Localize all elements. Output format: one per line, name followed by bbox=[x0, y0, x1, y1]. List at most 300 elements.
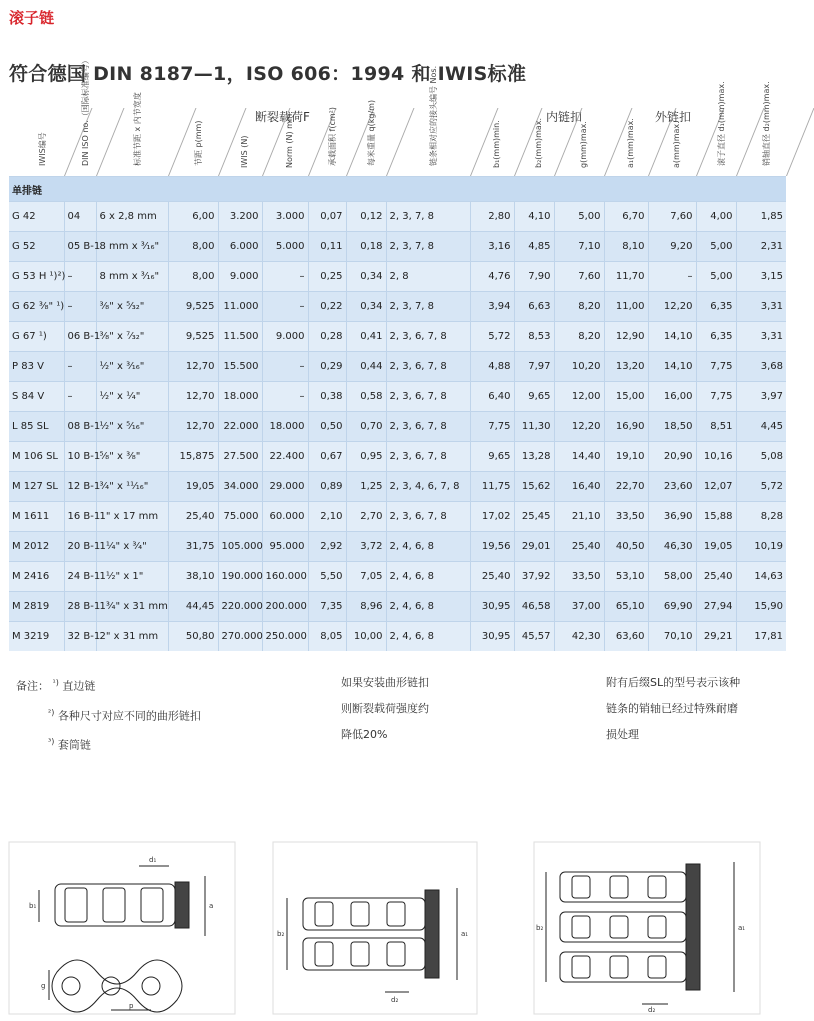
column-header bbox=[554, 108, 604, 176]
table-cell: 6,40 bbox=[470, 382, 514, 412]
table-cell: 69,90 bbox=[648, 592, 696, 622]
label-b1: b₁ bbox=[29, 902, 37, 910]
table-cell: 40,50 bbox=[604, 532, 648, 562]
table-row bbox=[9, 262, 786, 292]
table-cell: 12 B-1 bbox=[64, 472, 96, 502]
column-header-label: 链条相对应的接头编号 Nos. bbox=[429, 65, 438, 166]
table-cell: 4,76 bbox=[470, 262, 514, 292]
roller bbox=[103, 888, 125, 922]
footnote-text: 直边链 bbox=[62, 679, 96, 693]
table-cell: 28 B-1 bbox=[64, 592, 96, 622]
column-header bbox=[308, 108, 346, 176]
table-cell: 29,21 bbox=[696, 622, 736, 652]
table-cell: 11,75 bbox=[470, 472, 514, 502]
table-cell: – bbox=[262, 292, 308, 322]
footnotes bbox=[16, 670, 201, 759]
column-header bbox=[168, 108, 218, 176]
column-header-label: 节距 p(mm) bbox=[194, 120, 203, 166]
table-row bbox=[9, 412, 786, 442]
table-cell: 7,90 bbox=[514, 262, 554, 292]
table-cell: 2, 3, 6, 7, 8 bbox=[386, 502, 470, 532]
table-cell: 0,44 bbox=[346, 352, 386, 382]
table-cell: 8 mm x ³⁄₁₆" bbox=[96, 262, 168, 292]
footnote-text: 各种尺寸对应不同的曲形链扣 bbox=[57, 709, 201, 723]
table-cell: 27,94 bbox=[696, 592, 736, 622]
table-cell: 25,45 bbox=[514, 502, 554, 532]
table-cell: 29,01 bbox=[514, 532, 554, 562]
table-cell: 30,95 bbox=[470, 622, 514, 652]
table-cell: 0,38 bbox=[308, 382, 346, 412]
table-cell: 10,20 bbox=[554, 352, 604, 382]
table-cell: M 1611 bbox=[9, 502, 64, 532]
note-line: 损处理 bbox=[606, 728, 639, 741]
table-cell: 2, 3, 7, 8 bbox=[386, 202, 470, 232]
table-cell: 0,18 bbox=[346, 232, 386, 262]
table-cell: 6,35 bbox=[696, 322, 736, 352]
column-header-label: 销轴直径 d₂(mm)max. bbox=[762, 81, 771, 166]
table-cell: M 2416 bbox=[9, 562, 64, 592]
footnote-3 bbox=[16, 729, 201, 759]
table-row bbox=[9, 622, 786, 652]
outer-link-header: 外链扣 bbox=[655, 110, 692, 124]
table-row bbox=[9, 232, 786, 262]
table-cell: 19,05 bbox=[696, 532, 736, 562]
note-line: 则断裂载荷强度约 bbox=[341, 702, 429, 715]
column-header bbox=[386, 65, 470, 176]
table-cell: 30,95 bbox=[470, 592, 514, 622]
table-cell: 9,65 bbox=[514, 382, 554, 412]
table-cell: 9,20 bbox=[648, 232, 696, 262]
table-cell: 6.000 bbox=[218, 232, 262, 262]
table-cell: 7,75 bbox=[470, 412, 514, 442]
label-d2: d₂ bbox=[648, 1006, 656, 1014]
table-cell: 7,97 bbox=[514, 352, 554, 382]
table-cell: 7,35 bbox=[308, 592, 346, 622]
side-plate bbox=[686, 864, 700, 990]
inner-link-header: 内链扣 bbox=[546, 110, 583, 124]
footnote-mark: ³) bbox=[48, 737, 55, 747]
table-cell: – bbox=[64, 382, 96, 412]
label-a: a bbox=[209, 902, 214, 910]
column-header-label: g(mm)max. bbox=[579, 121, 588, 168]
table-cell: 10 B-1 bbox=[64, 442, 96, 472]
table-cell: 6,00 bbox=[168, 202, 218, 232]
table-cell: 8,53 bbox=[514, 322, 554, 352]
table-cell: 50,80 bbox=[168, 622, 218, 652]
footnote-2 bbox=[16, 700, 201, 730]
table-cell: G 52 bbox=[9, 232, 64, 262]
table-cell: 12,70 bbox=[168, 382, 218, 412]
table-cell: 42,30 bbox=[554, 622, 604, 652]
table-cell: 22.400 bbox=[262, 442, 308, 472]
breaking-load-header: 断裂载荷F bbox=[255, 110, 310, 124]
table-cell: 160.000 bbox=[262, 562, 308, 592]
table-cell: 25,40 bbox=[554, 532, 604, 562]
table-row bbox=[9, 472, 786, 502]
table-cell: 15,62 bbox=[514, 472, 554, 502]
table-cell: 29.000 bbox=[262, 472, 308, 502]
table-cell: 18.000 bbox=[262, 412, 308, 442]
table-cell: 2, 3, 6, 7, 8 bbox=[386, 352, 470, 382]
table-cell: 70,10 bbox=[648, 622, 696, 652]
table-cell: 4,45 bbox=[736, 412, 786, 442]
table-cell: 1³⁄₄" x 31 mm bbox=[96, 592, 168, 622]
label-d2: d₂ bbox=[391, 996, 399, 1004]
table-cell: ¹⁄₂" x ¹⁄₄" bbox=[96, 382, 168, 412]
roller bbox=[141, 888, 163, 922]
column-header bbox=[736, 81, 786, 176]
table-cell: ³⁄₈" x ⁷⁄₃₂" bbox=[96, 322, 168, 352]
table-cell: 4,88 bbox=[470, 352, 514, 382]
table-cell: 2" x 31 mm bbox=[96, 622, 168, 652]
table-cell: 27.500 bbox=[218, 442, 262, 472]
table-cell: 12,70 bbox=[168, 412, 218, 442]
table-cell: 5,00 bbox=[696, 232, 736, 262]
table-cell: 3,16 bbox=[470, 232, 514, 262]
table-cell: 9,525 bbox=[168, 322, 218, 352]
column-header-label: 承载面积 f(cm²) bbox=[328, 107, 337, 166]
table-cell: 3.000 bbox=[262, 202, 308, 232]
column-header bbox=[96, 92, 168, 176]
table-cell: 6 x 2,8 mm bbox=[96, 202, 168, 232]
table-cell: 8,20 bbox=[554, 292, 604, 322]
table-cell: 2, 4, 6, 8 bbox=[386, 592, 470, 622]
footnote-mark: ¹) bbox=[52, 678, 59, 687]
table-cell: 0,58 bbox=[346, 382, 386, 412]
table-row bbox=[9, 352, 786, 382]
table-cell: 60.000 bbox=[262, 502, 308, 532]
header-divider bbox=[786, 108, 814, 176]
table-cell: 19,56 bbox=[470, 532, 514, 562]
table-cell: 270.000 bbox=[218, 622, 262, 652]
table-cell: 33,50 bbox=[554, 562, 604, 592]
table-cell: 14,40 bbox=[554, 442, 604, 472]
table-cell: – bbox=[64, 262, 96, 292]
table-cell: 16 B-1 bbox=[64, 502, 96, 532]
table-cell: 250.000 bbox=[262, 622, 308, 652]
table-cell: M 3219 bbox=[9, 622, 64, 652]
table-cell: 5,50 bbox=[308, 562, 346, 592]
table-cell: 6,63 bbox=[514, 292, 554, 322]
table-cell: 11.500 bbox=[218, 322, 262, 352]
table-cell: 37,00 bbox=[554, 592, 604, 622]
table-cell: 0,95 bbox=[346, 442, 386, 472]
table-cell: ¹⁄₂" x ³⁄₁₆" bbox=[96, 352, 168, 382]
table-cell: 2, 3, 6, 7, 8 bbox=[386, 322, 470, 352]
table-cell: – bbox=[262, 382, 308, 412]
table-cell: 16,40 bbox=[554, 472, 604, 502]
table-cell: 11,30 bbox=[514, 412, 554, 442]
table-cell: 19,10 bbox=[604, 442, 648, 472]
column-header-label: b₂(mm)max. bbox=[534, 117, 543, 168]
table-cell: 0,12 bbox=[346, 202, 386, 232]
table-row bbox=[9, 292, 786, 322]
table-cell: 2,10 bbox=[308, 502, 346, 532]
table-cell: 15,875 bbox=[168, 442, 218, 472]
table-cell: 46,30 bbox=[648, 532, 696, 562]
column-header bbox=[514, 108, 554, 176]
table-cell: 16,90 bbox=[604, 412, 648, 442]
table-cell: 12,07 bbox=[696, 472, 736, 502]
table-cell: G 67 ¹) bbox=[9, 322, 64, 352]
column-header bbox=[470, 108, 514, 176]
table-cell: 2, 3, 4, 6, 7, 8 bbox=[386, 472, 470, 502]
table-cell: L 85 SL bbox=[9, 412, 64, 442]
column-header bbox=[64, 56, 96, 176]
side-plate bbox=[425, 890, 439, 978]
table-cell: 8,28 bbox=[736, 502, 786, 532]
table-cell: 6,35 bbox=[696, 292, 736, 322]
table-cell: 17,81 bbox=[736, 622, 786, 652]
table-cell: 3,15 bbox=[736, 262, 786, 292]
column-header-label: 标准节距 x 内节宽度 bbox=[133, 92, 142, 166]
table-cell: 7,60 bbox=[554, 262, 604, 292]
column-header-label: IWIS (N) bbox=[240, 135, 249, 168]
table-cell: S 84 V bbox=[9, 382, 64, 412]
table-cell: – bbox=[648, 262, 696, 292]
table-cell: 0,34 bbox=[346, 292, 386, 322]
table-cell: – bbox=[262, 352, 308, 382]
table-cell: 9.000 bbox=[262, 322, 308, 352]
table-cell: 12,90 bbox=[604, 322, 648, 352]
table-cell: 8,96 bbox=[346, 592, 386, 622]
column-header-label: 每米重量 q(kg/m) bbox=[367, 99, 376, 166]
table-cell: – bbox=[64, 292, 96, 322]
table-cell: 2,70 bbox=[346, 502, 386, 532]
note-line: 降低20% bbox=[341, 728, 388, 741]
table-cell: 0,70 bbox=[346, 412, 386, 442]
table-cell: 4,85 bbox=[514, 232, 554, 262]
table-cell: – bbox=[262, 262, 308, 292]
table-cell: 36,90 bbox=[648, 502, 696, 532]
table-cell: 0,25 bbox=[308, 262, 346, 292]
triple-strand-chain-diagram bbox=[534, 842, 760, 1014]
table-cell: 8,00 bbox=[168, 232, 218, 262]
table-cell: 75.000 bbox=[218, 502, 262, 532]
table-cell: 05 B-1 bbox=[64, 232, 96, 262]
note-line: 链条的销轴已经过特殊耐磨 bbox=[606, 702, 738, 715]
table-cell: 5,08 bbox=[736, 442, 786, 472]
column-header-label: a(mm)max. bbox=[672, 121, 681, 168]
table-cell: ³⁄₈" x ⁵⁄₃₂" bbox=[96, 292, 168, 322]
table-cell: 3,31 bbox=[736, 322, 786, 352]
table-cell: 12,20 bbox=[554, 412, 604, 442]
label-b2: b₂ bbox=[277, 930, 285, 938]
table-cell: 15,88 bbox=[696, 502, 736, 532]
single-strand-chain-diagram bbox=[9, 842, 235, 1014]
table-cell: 0,67 bbox=[308, 442, 346, 472]
table-cell: 2,80 bbox=[470, 202, 514, 232]
table-cell: 8,05 bbox=[308, 622, 346, 652]
standards-subtitle: 符合德国 DIN 8187—1，ISO 606：1994 和 IWIS标准 bbox=[9, 63, 527, 85]
table-cell: 2, 3, 6, 7, 8 bbox=[386, 412, 470, 442]
table-cell: 0,29 bbox=[308, 352, 346, 382]
table-cell: 2, 3, 6, 7, 8 bbox=[386, 442, 470, 472]
note-line: 附有后缀SL的型号表示该种 bbox=[606, 676, 741, 689]
table-cell: 58,00 bbox=[648, 562, 696, 592]
column-header bbox=[346, 99, 386, 176]
table-cell: 2, 4, 6, 8 bbox=[386, 562, 470, 592]
table-cell: P 83 V bbox=[9, 352, 64, 382]
table-cell: 2, 3, 7, 8 bbox=[386, 292, 470, 322]
table-cell: 5,00 bbox=[696, 262, 736, 292]
table-cell: 95.000 bbox=[262, 532, 308, 562]
table-cell: 12,70 bbox=[168, 352, 218, 382]
table-cell: 8,00 bbox=[168, 262, 218, 292]
table-cell: ¹⁄₂" x ⁵⁄₁₆" bbox=[96, 412, 168, 442]
table-cell: 6,70 bbox=[604, 202, 648, 232]
footnote-text: 套筒链 bbox=[57, 738, 91, 752]
column-header bbox=[262, 108, 308, 176]
table-cell: 08 B-1 bbox=[64, 412, 96, 442]
table-cell: 8 mm x ³⁄₁₆" bbox=[96, 232, 168, 262]
table-cell: 16,00 bbox=[648, 382, 696, 412]
table-cell: 2, 3, 7, 8 bbox=[386, 232, 470, 262]
table-cell: 13,28 bbox=[514, 442, 554, 472]
table-cell: 3,94 bbox=[470, 292, 514, 322]
table-cell: 5.000 bbox=[262, 232, 308, 262]
table-cell: 0,22 bbox=[308, 292, 346, 322]
table-row bbox=[9, 382, 786, 412]
table-cell: 25,40 bbox=[168, 502, 218, 532]
table-cell: 33,50 bbox=[604, 502, 648, 532]
table-cell: 10,19 bbox=[736, 532, 786, 562]
table-cell: 0,11 bbox=[308, 232, 346, 262]
footnote-1 bbox=[16, 670, 201, 700]
table-cell: 63,60 bbox=[604, 622, 648, 652]
section-label: 单排链 bbox=[9, 177, 786, 202]
table-cell: 8,51 bbox=[696, 412, 736, 442]
table-cell: 3,31 bbox=[736, 292, 786, 322]
table-cell: 7,05 bbox=[346, 562, 386, 592]
table-cell: 04 bbox=[64, 202, 96, 232]
table-cell: 1¹⁄₂" x 1" bbox=[96, 562, 168, 592]
table-cell: 13,20 bbox=[604, 352, 648, 382]
table-cell: 38,10 bbox=[168, 562, 218, 592]
table-cell: 1,25 bbox=[346, 472, 386, 502]
side-plate bbox=[175, 882, 189, 928]
table-cell: G 42 bbox=[9, 202, 64, 232]
table-cell: 32 B-1 bbox=[64, 622, 96, 652]
table-cell: 25,40 bbox=[470, 562, 514, 592]
table-cell: 0,28 bbox=[308, 322, 346, 352]
table-cell: 0,89 bbox=[308, 472, 346, 502]
table-cell: 0,41 bbox=[346, 322, 386, 352]
label-d1: d₁ bbox=[149, 856, 157, 864]
table-cell: 2,31 bbox=[736, 232, 786, 262]
table-cell: 12,00 bbox=[554, 382, 604, 412]
table-cell: 9.000 bbox=[218, 262, 262, 292]
column-header bbox=[648, 108, 696, 176]
table-cell: ⁵⁄₈" x ³⁄₈" bbox=[96, 442, 168, 472]
table-cell: 1¹⁄₄" x ³⁄₄" bbox=[96, 532, 168, 562]
table-cell: M 127 SL bbox=[9, 472, 64, 502]
table-cell: 45,57 bbox=[514, 622, 554, 652]
table-cell: 23,60 bbox=[648, 472, 696, 502]
table-row bbox=[9, 502, 786, 532]
table-cell: 10,16 bbox=[696, 442, 736, 472]
table-cell: 200.000 bbox=[262, 592, 308, 622]
table-cell: – bbox=[64, 352, 96, 382]
table-cell: 18,50 bbox=[648, 412, 696, 442]
table-cell: 14,10 bbox=[648, 352, 696, 382]
table-cell: 0,50 bbox=[308, 412, 346, 442]
column-header-label: a₁(mm)max. bbox=[626, 118, 635, 168]
table-cell: 5,72 bbox=[470, 322, 514, 352]
footnote-mark: ²) bbox=[48, 707, 55, 717]
table-cell: 8,10 bbox=[604, 232, 648, 262]
table-cell: 220.000 bbox=[218, 592, 262, 622]
table-cell: 2, 3, 6, 7, 8 bbox=[386, 382, 470, 412]
table-cell: 21,10 bbox=[554, 502, 604, 532]
table-cell: 7,60 bbox=[648, 202, 696, 232]
table-cell: 46,58 bbox=[514, 592, 554, 622]
column-header-label: DIN ISO no.（国际标准编号） bbox=[81, 56, 90, 166]
table-row bbox=[9, 562, 786, 592]
table-cell: 3,68 bbox=[736, 352, 786, 382]
column-header-label: IWIS编号 bbox=[37, 132, 47, 166]
table-cell: 15,90 bbox=[736, 592, 786, 622]
table-row bbox=[9, 592, 786, 622]
note-line: 如果安装曲形链扣 bbox=[341, 676, 429, 689]
table-cell: 5,00 bbox=[554, 202, 604, 232]
table-cell: 18.000 bbox=[218, 382, 262, 412]
table-cell: 3,97 bbox=[736, 382, 786, 412]
table-cell: 7,10 bbox=[554, 232, 604, 262]
table-cell: G 53 H ¹)²) bbox=[9, 262, 64, 292]
table-cell: 4,00 bbox=[696, 202, 736, 232]
table-cell: 2, 8 bbox=[386, 262, 470, 292]
table-cell: 1" x 17 mm bbox=[96, 502, 168, 532]
table-cell: 17,02 bbox=[470, 502, 514, 532]
table-cell: 0,34 bbox=[346, 262, 386, 292]
column-header bbox=[696, 81, 736, 176]
table-cell: ³⁄₄" x ¹¹⁄₁₆" bbox=[96, 472, 168, 502]
roller-chain-spec-table bbox=[9, 176, 786, 651]
table-cell: 22,70 bbox=[604, 472, 648, 502]
table-cell: 7,75 bbox=[696, 382, 736, 412]
table-cell: 12,20 bbox=[648, 292, 696, 322]
table-cell: 19,05 bbox=[168, 472, 218, 502]
table-cell: 0,07 bbox=[308, 202, 346, 232]
table-cell: 53,10 bbox=[604, 562, 648, 592]
table-cell: G 62 ³⁄₈" ¹) bbox=[9, 292, 64, 322]
table-cell: 11,70 bbox=[604, 262, 648, 292]
table-cell: 06 B-1 bbox=[64, 322, 96, 352]
table-cell: 190.000 bbox=[218, 562, 262, 592]
table-row bbox=[9, 442, 786, 472]
table-cell: 105.000 bbox=[218, 532, 262, 562]
label-a1: a₁ bbox=[738, 924, 746, 932]
table-cell: 7,75 bbox=[696, 352, 736, 382]
table-cell: 1,85 bbox=[736, 202, 786, 232]
section-row bbox=[9, 177, 786, 202]
table-cell: 2, 4, 6, 8 bbox=[386, 622, 470, 652]
table-cell: 15,00 bbox=[604, 382, 648, 412]
table-cell: 14,10 bbox=[648, 322, 696, 352]
column-header-label: 滚子直径 d₁(mm)max. bbox=[717, 81, 726, 166]
table-cell: 9,525 bbox=[168, 292, 218, 322]
table-row bbox=[9, 532, 786, 562]
table-cell: 8,20 bbox=[554, 322, 604, 352]
table-cell: 3,72 bbox=[346, 532, 386, 562]
table-cell: 24 B-1 bbox=[64, 562, 96, 592]
table-cell: 20 B-1 bbox=[64, 532, 96, 562]
column-header-label: b₁(mm)min. bbox=[492, 120, 501, 168]
table-cell: 5,72 bbox=[736, 472, 786, 502]
table-cell: 2,92 bbox=[308, 532, 346, 562]
table-cell: 3.200 bbox=[218, 202, 262, 232]
